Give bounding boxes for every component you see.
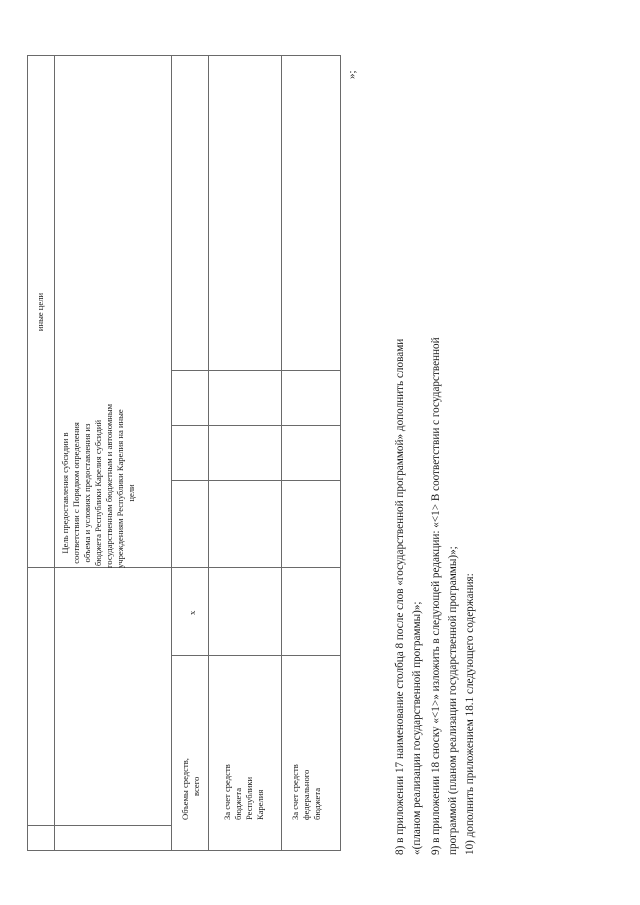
- table-divider: [171, 425, 341, 426]
- paragraph-8-line-2: «(планом реализации государственной программы)»;: [411, 601, 423, 855]
- table-divider: [171, 480, 341, 481]
- table-border-right: [340, 55, 341, 851]
- purpose-line: объема и условиях предоставления из: [82, 423, 92, 563]
- purpose-line: государственным бюджетным и автономным: [104, 403, 114, 568]
- table-divider: [54, 55, 55, 851]
- row-label-federal-budget: За счет средств федерального бюджета: [290, 764, 322, 820]
- row-label-total: Объемы средств, всего: [180, 758, 201, 820]
- purpose-cell: [60, 403, 137, 568]
- table-closing-quote: »;: [346, 70, 358, 79]
- table-divider: [171, 370, 341, 371]
- paragraph-10: 10) дополнить приложением 18.1 следующего содержания:: [464, 573, 476, 855]
- table-border-left: [27, 55, 28, 851]
- table-divider: [171, 55, 172, 851]
- table-border-bottom: [27, 850, 341, 851]
- table-divider: [27, 825, 172, 826]
- table-divider: [171, 655, 341, 656]
- table-divider: [208, 55, 209, 851]
- row-label-republic-budget: За счет средств бюджета Республики Карелия: [222, 764, 265, 820]
- table-divider: [281, 55, 282, 851]
- paragraph-9-line-1: 9) в приложении 18 сноску «<1>» изложить в следующей редакции: «<1> В соответствии с государственной: [430, 337, 442, 855]
- purpose-line: соответствии с Порядком определения: [71, 422, 81, 564]
- paragraph-9-line-2: программой (планом реализации государственной программы)»;: [447, 546, 459, 855]
- purpose-line: учреждениям Республики Карелия на иные: [115, 409, 125, 568]
- table-border-top: [27, 55, 341, 56]
- paragraph-8-line-1: 8) в приложении 17 наименование столбца 8 после слов «государственной программой» дополнить словами: [394, 338, 406, 855]
- total-mark: х: [187, 610, 197, 615]
- table-heading: иные цели: [35, 292, 45, 332]
- purpose-line: бюджета Республики Карелия субсидий: [93, 419, 103, 567]
- purpose-line: Цель предоставления субсидии в: [60, 432, 70, 554]
- purpose-line: цели: [126, 484, 136, 502]
